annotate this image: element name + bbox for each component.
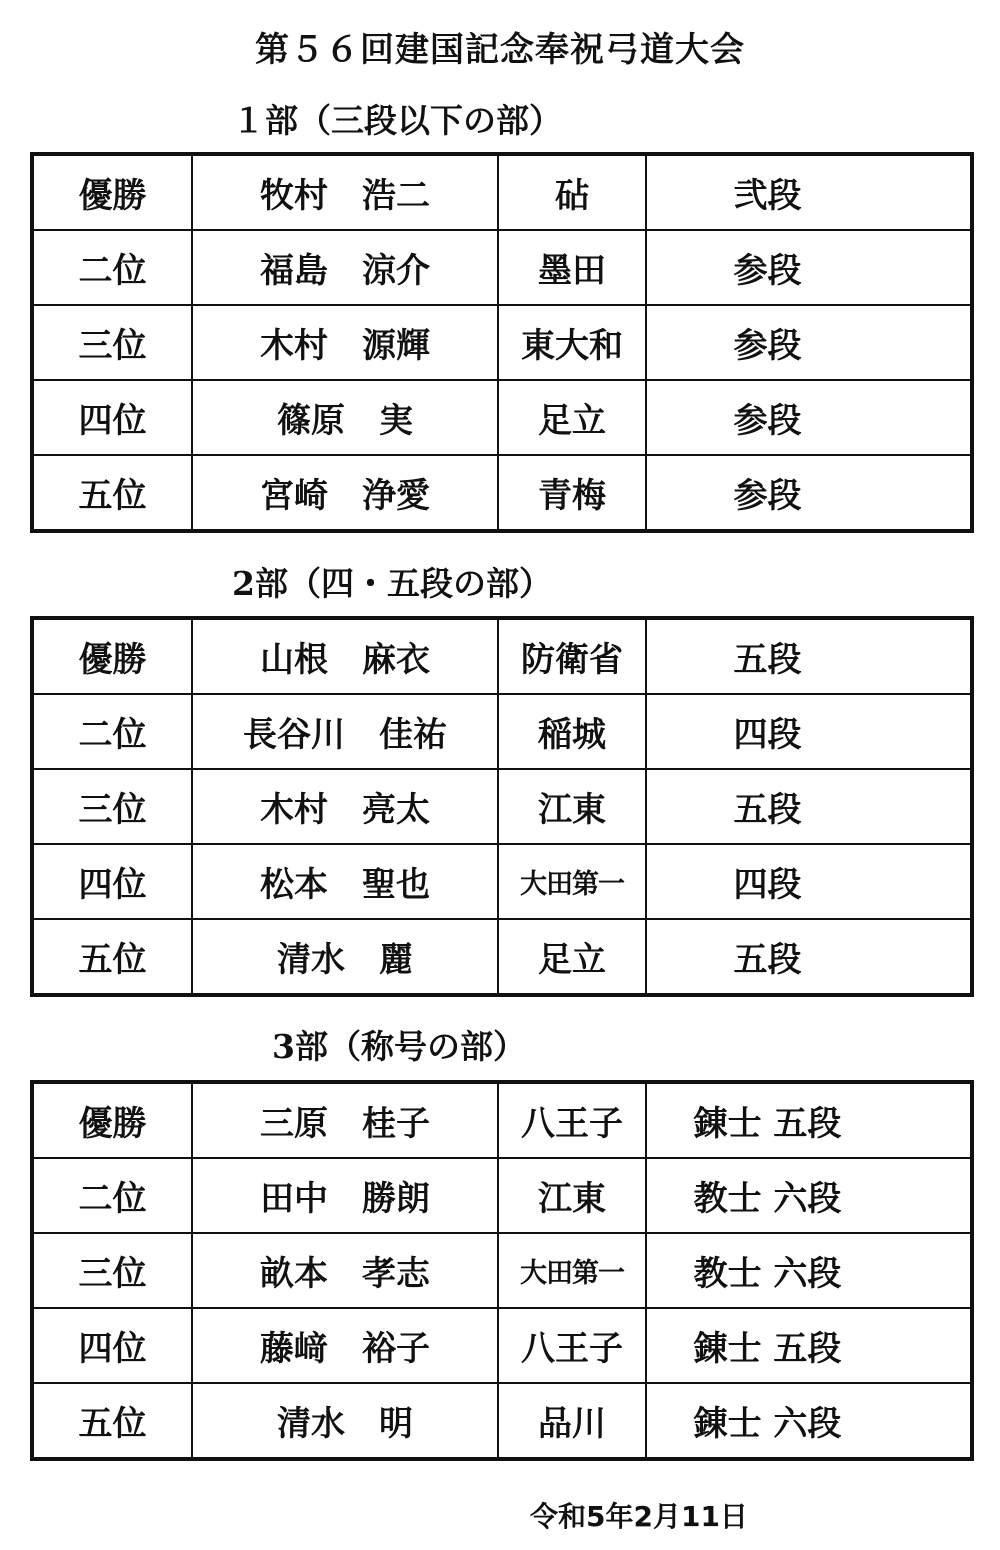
name-cell: 木村 源輝 <box>192 305 498 380</box>
rank-cell: 四位 <box>32 844 192 919</box>
grade-cell: 教士 六段 <box>646 1233 972 1308</box>
club-cell: 江東 <box>498 1158 646 1233</box>
rank-cell: 四位 <box>32 380 192 455</box>
rank-cell: 優勝 <box>32 618 192 694</box>
table-row <box>32 844 972 919</box>
table-row <box>32 380 972 455</box>
name-cell: 清水 麗 <box>192 919 498 995</box>
grade-cell: 錬士 五段 <box>646 1082 972 1158</box>
table-row <box>32 1233 972 1308</box>
table-row <box>32 919 972 995</box>
club-cell: 東大和 <box>498 305 646 380</box>
grade-cell: 錬士 五段 <box>646 1308 972 1383</box>
name-cell: 藤﨑 裕子 <box>192 1308 498 1383</box>
club-cell: 墨田 <box>498 230 646 305</box>
grade-cell: 五段 <box>646 618 972 694</box>
club-cell: 稲城 <box>498 694 646 769</box>
club-cell: 砧 <box>498 154 646 230</box>
table-row <box>32 230 972 305</box>
grade-cell: 参段 <box>646 305 972 380</box>
rank-cell: 二位 <box>32 1158 192 1233</box>
table-row <box>32 305 972 380</box>
table-row <box>32 769 972 844</box>
page-title: 第５６回建国記念奉祝弓道大会 <box>255 30 745 70</box>
rank-cell: 優勝 <box>32 154 192 230</box>
name-cell: 三原 桂子 <box>192 1082 498 1158</box>
grade-cell: 四段 <box>646 844 972 919</box>
section-1-label: １部（三段以下の部） <box>232 101 562 140</box>
name-cell: 畝本 孝志 <box>192 1233 498 1308</box>
name-cell: 牧村 浩二 <box>192 154 498 230</box>
name-cell: 山根 麻衣 <box>192 618 498 694</box>
table-row <box>32 455 972 531</box>
rank-cell: 三位 <box>32 1233 192 1308</box>
club-cell: 八王子 <box>498 1082 646 1158</box>
name-cell: 松本 聖也 <box>192 844 498 919</box>
table-row <box>32 618 972 694</box>
rank-cell: 三位 <box>32 305 192 380</box>
table-row <box>32 694 972 769</box>
section-3-label: 3部（称号の部） <box>272 1027 526 1066</box>
date-label: 令和5年2月11日 <box>530 1500 748 1533</box>
table-row <box>32 154 972 230</box>
rank-cell: 三位 <box>32 769 192 844</box>
grade-cell: 参段 <box>646 455 972 531</box>
club-cell: 大田第一 <box>498 844 646 919</box>
name-cell: 福島 涼介 <box>192 230 498 305</box>
club-cell: 江東 <box>498 769 646 844</box>
grade-cell: 弐段 <box>646 154 972 230</box>
name-cell: 篠原 実 <box>192 380 498 455</box>
results-table-1 <box>30 152 974 533</box>
table-row <box>32 1082 972 1158</box>
rank-cell: 五位 <box>32 1383 192 1459</box>
grade-cell: 五段 <box>646 919 972 995</box>
club-cell: 防衛省 <box>498 618 646 694</box>
grade-cell: 参段 <box>646 380 972 455</box>
name-cell: 木村 亮太 <box>192 769 498 844</box>
club-cell: 足立 <box>498 919 646 995</box>
name-cell: 清水 明 <box>192 1383 498 1459</box>
name-cell: 宮崎 浄愛 <box>192 455 498 531</box>
grade-cell: 錬士 六段 <box>646 1383 972 1459</box>
grade-cell: 四段 <box>646 694 972 769</box>
rank-cell: 優勝 <box>32 1082 192 1158</box>
table-row <box>32 1158 972 1233</box>
rank-cell: 二位 <box>32 230 192 305</box>
name-cell: 田中 勝朗 <box>192 1158 498 1233</box>
rank-cell: 五位 <box>32 919 192 995</box>
section-2-label: 2部（四・五段の部） <box>232 564 552 603</box>
results-table-2 <box>30 616 974 997</box>
grade-cell: 五段 <box>646 769 972 844</box>
rank-cell: 四位 <box>32 1308 192 1383</box>
grade-cell: 教士 六段 <box>646 1158 972 1233</box>
club-cell: 足立 <box>498 380 646 455</box>
table-row <box>32 1383 972 1459</box>
results-table-3 <box>30 1080 974 1461</box>
grade-cell: 参段 <box>646 230 972 305</box>
name-cell: 長谷川 佳祐 <box>192 694 498 769</box>
table-row <box>32 1308 972 1383</box>
club-cell: 大田第一 <box>498 1233 646 1308</box>
rank-cell: 五位 <box>32 455 192 531</box>
rank-cell: 二位 <box>32 694 192 769</box>
club-cell: 青梅 <box>498 455 646 531</box>
club-cell: 八王子 <box>498 1308 646 1383</box>
club-cell: 品川 <box>498 1383 646 1459</box>
